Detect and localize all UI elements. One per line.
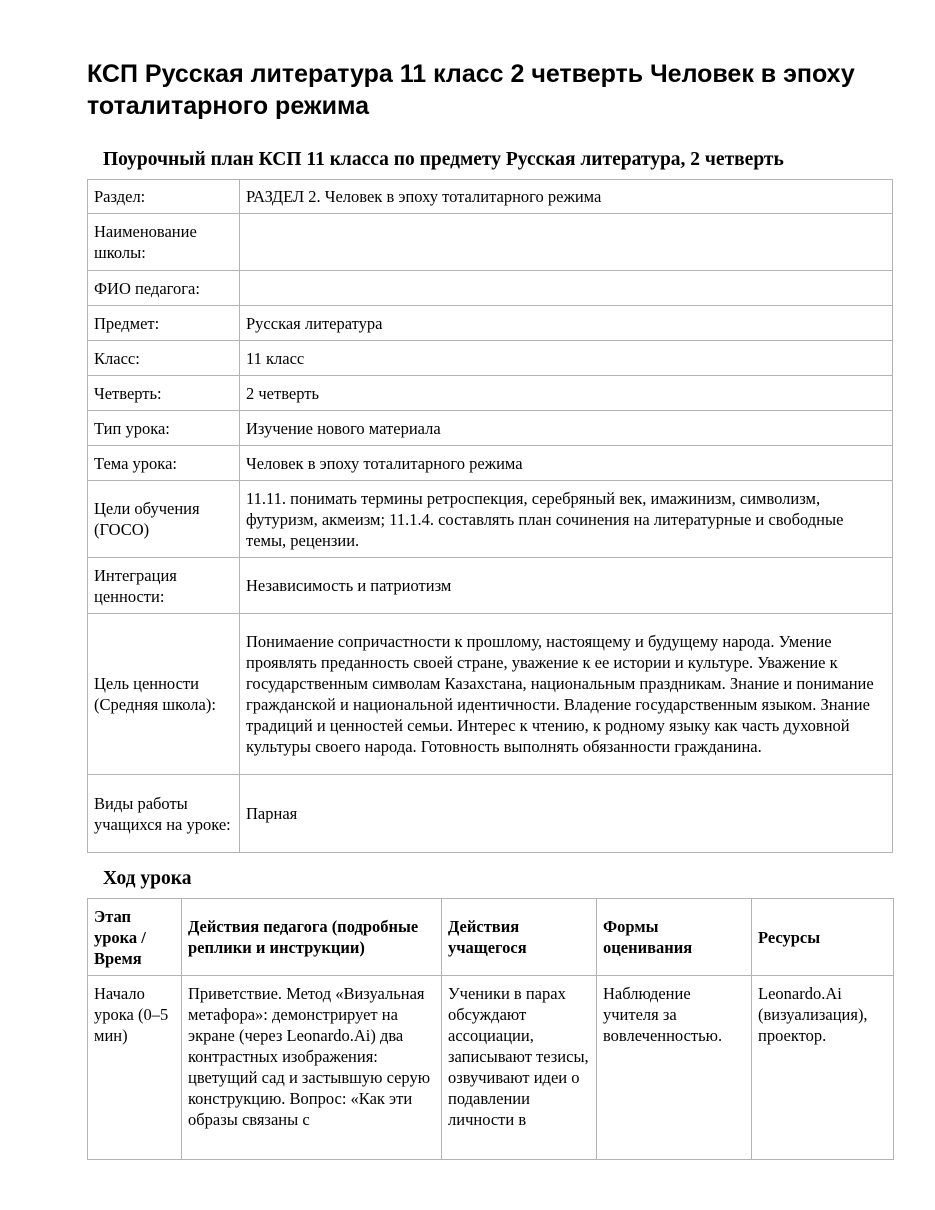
info-row-lesson-topic — [88, 446, 893, 481]
info-label: Наименование школы: — [88, 214, 240, 271]
info-value: 2 четверть — [240, 376, 893, 411]
teacher-actions-cell: Приветствие. Метод «Визуальная метафора»: демонстрирует на экране (через Leonardo.Ai) два контрастных изображения: цветущий сад и застывшую серую конструкцию. Вопрос: «Как эти образы связаны с — [188, 984, 431, 1129]
info-value: РАЗДЕЛ 2. Человек в эпоху тоталитарного режима — [240, 180, 893, 214]
info-label: Четверть: — [88, 376, 240, 411]
info-value: Понимаение сопричастности к прошлому, настоящему и будущему народа. Умение проявлять преданность своей стране, уважение к ее истории и культуре. Уважение к государственным символам Казахстана, национальным праздникам. Знание и понимание гражданской и национальной идентичности. Владение государственным языком. Знание традиций и ценностей семьи. Интерес к чтению, к родному языку как часть духовной культуры своего народа. Готовность выполнять обязанности гражданина. — [240, 614, 893, 775]
info-row-subject — [88, 306, 893, 341]
info-row-quarter — [88, 376, 893, 411]
info-value: Парная — [240, 775, 893, 853]
column-header-teacher-actions: Действия педагога (подробные реплики и инструкции) — [182, 899, 442, 976]
info-value — [240, 214, 893, 271]
assessment-cell: Наблюдение учителя за вовлеченностью. — [603, 984, 723, 1045]
info-label: Тема урока: — [88, 446, 240, 481]
lesson-flow-table — [87, 898, 894, 1160]
table-row — [88, 976, 894, 1160]
info-row-learning-objectives — [88, 481, 893, 558]
info-label: Цель ценности (Средняя школа): — [88, 614, 240, 775]
info-row-work-types — [88, 775, 893, 853]
info-label: Виды работы учащихся на уроке: — [88, 775, 240, 853]
info-label: Интеграция ценности: — [88, 558, 240, 614]
info-row-value-integration — [88, 558, 893, 614]
info-label: Класс: — [88, 341, 240, 376]
lesson-heading: Ход урока — [103, 868, 192, 889]
info-label: Цели обучения (ГОСО) — [88, 481, 240, 558]
info-label: Раздел: — [88, 180, 240, 214]
info-value: 11.11. понимать термины ретроспекция, серебряный век, имажинизм, символизм, футуризм, акмеизм; 11.1.4. составлять план сочинения на литературные и свободные темы, рецензии. — [240, 481, 893, 558]
info-value: Независимость и патриотизм — [240, 558, 893, 614]
info-row-value-goal — [88, 614, 893, 775]
info-value: Русская литература — [240, 306, 893, 341]
info-label: Предмет: — [88, 306, 240, 341]
stage-cell: Начало урока (0–5 мин) — [94, 984, 169, 1045]
info-value: 11 класс — [240, 341, 893, 376]
info-row-grade — [88, 341, 893, 376]
info-row-lesson-type — [88, 411, 893, 446]
column-header-assessment: Формы оценивания — [597, 899, 752, 976]
info-value: Человек в эпоху тоталитарного режима — [240, 446, 893, 481]
document-title: КСП Русская литература 11 класс 2 четверть Человек в эпоху тоталитарного режима — [87, 60, 855, 120]
resources-cell: Leonardo.Ai (визуализация), проектор. — [758, 984, 868, 1045]
info-label: Тип урока: — [88, 411, 240, 446]
info-label: ФИО педагога: — [88, 271, 240, 306]
info-row-school — [88, 214, 893, 271]
lesson-table-header-row — [88, 899, 894, 976]
info-value — [240, 271, 893, 306]
column-header-student-actions: Действия учащегося — [442, 899, 597, 976]
lesson-info-table — [87, 179, 893, 853]
info-row-section — [88, 180, 893, 214]
info-value: Изучение нового материала — [240, 411, 893, 446]
column-header-resources: Ресурсы — [752, 899, 894, 976]
info-row-teacher — [88, 271, 893, 306]
column-header-stage: Этап урока / Время — [88, 899, 182, 976]
student-actions-cell: Ученики в парах обсуждают ассоциации, записывают тезисы, озвучивают идеи о подавлении личности в — [448, 984, 589, 1129]
plan-heading: Поурочный план КСП 11 класса по предмету Русская литература, 2 четверть — [103, 149, 784, 170]
